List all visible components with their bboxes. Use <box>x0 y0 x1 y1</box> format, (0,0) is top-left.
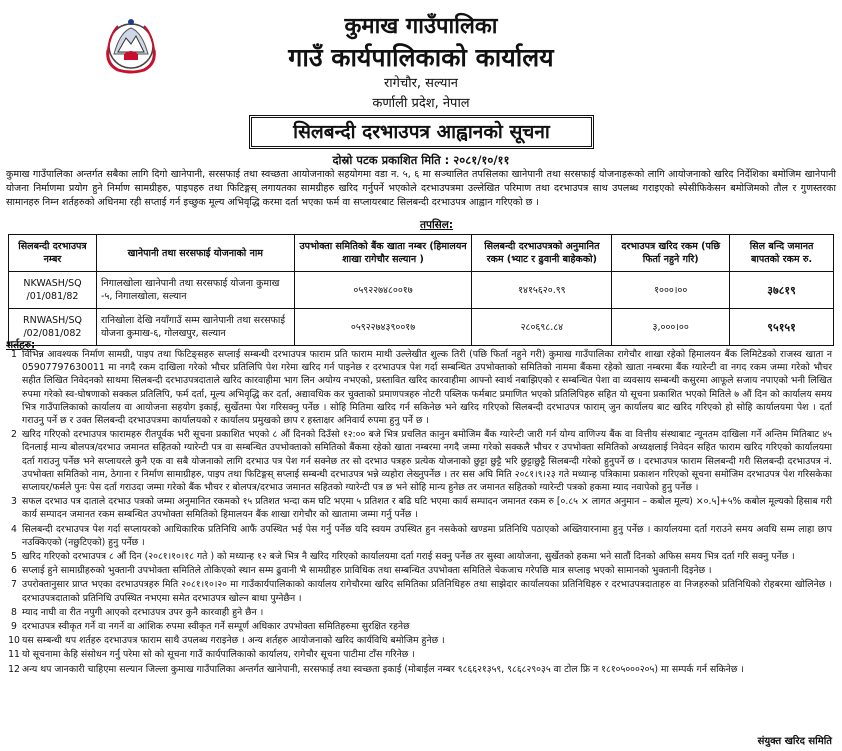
form-fee: ३,०००।०० <box>612 309 730 346</box>
condition-text: खरिद गरिएको दरभाउपत्र ८ औं दिन (२०८१।१०।१८ गते ) को मध्यान्ह १२ बजे भित्र नै खरिद गरिएको कार्यालयमा दर्ता गराई सक्नु पर्नेछ तर सुस्वा आयोजना, सुर्खेतको हकमा भने सातौं दिनको अफिस समय भित्र दर्ता गरि सक्नु पर्नेछ । <box>22 551 795 563</box>
form-fee: १०००।०० <box>612 272 730 309</box>
condition-number: 11 <box>8 649 20 661</box>
condition-text: अन्य थप जानकारी चाहिएमा सल्यान जिल्ला कुमाख गाउँपालिका अन्तर्गत खानेपानी, सरसफाई तथा स्वच्छता इकाई (मोबाईल नम्बर ९८६६२१३५९, ९८६८२९०३५ वा टोल फ्रि न १८१०५०००२०५) मा सम्पर्क गर्न सकिनेछ । <box>22 663 744 675</box>
project-name: रानिखोला देखि नयाँगाउँ सम्म खानेपानी तथा सरसफाई योजना कुमाख-६, गोलखपुर, सल्यान <box>96 309 294 346</box>
tender-number: NKWASH/SQ /01/081/82 <box>9 272 97 309</box>
tender-number: RNWASH/SQ /02/081/082 <box>9 309 97 346</box>
condition-text: सिलबन्दी दरभाउपत्र पेश गर्दा सप्लायरको आधिकारिक प्रतिनिधि आफैं उपस्थित भई पेस गर्नु पर्नेछ यदि स्वयम उपस्थित हुन नसकेको खण्डमा प्रतिनिधि पठाएको अख्तियारनामा हुनु पर्नेछ । कार्यालयमा दर्ता गराउने समय अवधि सम्म लाहा छाप नउक्किएको (नछुटिएको) हुनु पर्नेछ । <box>22 523 832 548</box>
condition-text: यस सम्बन्धी थप शर्तहरु दरभाउपत्र फाराम साथै उपलब्ध गराइनेछ । अन्य शर्तहरु आयोजनाको खरिद कार्यविधि बमोजिम हुनेछ । <box>22 635 445 647</box>
condition-item <box>6 663 832 676</box>
condition-number: 3 <box>11 496 17 508</box>
condition-text: सप्लाई हुने सामाग्रीहरुको भुक्तानी उपभोक्ता समितिले तोकिएको स्थान सम्म ढुवानी भै सामग्रीहरु प्राविधिक तथा सम्बन्धित उपभोक्ता समितिले चेकजाच गरेपछि मात्र सप्लाइ भएको सामानको भुक्तानी दिइनेछ । <box>22 565 712 577</box>
condition-item <box>6 348 832 427</box>
condition-number: 5 <box>11 551 17 563</box>
condition-number: 2 <box>11 429 17 441</box>
office-address: रागेचौर, सल्यान <box>383 76 459 91</box>
condition-item <box>6 634 832 647</box>
condition-item <box>6 428 832 494</box>
condition-text: म्याद नाघी वा रीत नपुगी आएको दरभाउपत्र उपर कुनै कारवाही हुने छैन । <box>22 606 264 618</box>
column-header: सिल बन्दि जमानत बापतको रकम रु. <box>730 235 834 272</box>
office-name: गाउँ कार्यपालिकाको कार्यालय <box>288 43 554 72</box>
publication-date: दोस्रो पटक प्रकाशित मिति : २०८१/१०/११ <box>332 153 510 167</box>
condition-number: 6 <box>11 565 17 577</box>
notice-title: सिलबन्दी दरभाउपत्र आह्वानको सूचना <box>249 115 594 149</box>
condition-text: सफल दरभाउ पत्र दाताले दरभाउ पत्रको जम्मा अनुमानित रकमको १५ प्रतिशत भन्दा कम घटि भएमा ५ प्रतिशत र बढि घटि भएमा कार्य सम्पादन जमानत रकम रु [०.८५ × लागत अनुमान – कबोल मूल्य) ×०.५]+५% कबोल मूल्यको हिसाब गरी कार्य सम्पादन जमानत रकम सम्बन्धित उपभोक्ता समितिको हिमालयन बैंक शाखा रागेचौर को खातामा जम्मा गर्नु पर्नेछ । <box>22 496 832 521</box>
conditions-title: शर्तहरु: <box>6 339 36 351</box>
condition-item <box>6 648 832 661</box>
condition-text: विभिन्न आवश्यक निर्माण सामग्री, पाइप तथा फिटिङ्सहरु सप्लाई सम्बन्धी दरभाउपत्र फाराम प्रति फाराम माथी उल्लेखीत शुल्क तिरी (पछि फिर्ता नहुने गरी) कुमाख गाउँपालिका रागेचौर शाखा रहेको हिमालयन बैंक लिमिटेडको राजस्व खाता न 05907797630011 मा नगदै रकम दाखिला गरेको भौचर प्रतिलिपि पेश गरेमा खरिद गर्न पाइनेछ र दरभाउपत्र पेश गर्दा सम्बन्धित उपभोक्ताको समितिको नाममा बैंकमा रहेको खाता नम्बरमा बैंक ग्यारेन्टी वा नगद रकम जम्मा गरेको भौचर सहीत लिखित निवेदनको साथमा सिलबन्दी दरभाउपत्रदाताले खरिद कारवाहीमा भाग लिन अयोग्य नभएको, प्रस्तावित खरिद कारवाहीमा आफ्नो स्वार्थ नबाझिएको र सम्बन्धित पेशा वा व्यवसाय सम्बन्धी कसुरमा आफूले सजाय नपाएको भनी लिखित रुपमा गरेको स्व-घोषणाको सक्कल प्रतिलिपि, फर्म दर्ता, मूल्य अभिवृद्धि कर दर्ता, अद्यावधिक कर चुक्ताको प्रमाणपत्रहरु नोटरी पब्लिक फर्मबाट प्रमाणित भएको प्रतिलिपिहरु सहित यो सूचना प्रकाशित भएको मितिले ७ औं दिन को कार्यालय समय भित्र गाउँपालिकाको कार्यालय वा आयोजना सहयोग इकाई, सुर्खेतमा पेश गरिसक्नु पर्नेछ । सोहि मितिमा खरिद गर्न सकिनेछ भने खरिद गरिएको सिलबन्दी दरभाउपत्र फाराम् जुन कार्यालय बाट खरिद गरिएको हो सोहि कार्यालयमा पेश । दर्ता गराउनु पर्ने छ र उक्त सिलबन्दी दरभाउपत्रमा कार्यालयको र कार्यालय प्रमुखको छाप र हस्ताक्षर अनिवार्य रुपमा हुनु पर्ने छ । <box>22 349 832 427</box>
condition-item <box>6 550 832 563</box>
column-header: सिलबन्दी दरभाउपत्र नम्बर <box>9 235 97 272</box>
column-header: उपभोक्ता समितिको बैंक खाता नम्बर (हिमालयन शाखा रागेचौर सल्यान ) <box>294 235 472 272</box>
condition-text: उपरोक्तानुसार प्राप्त भएका दरभाउपत्रहरु मिति २०८१।१०।२० मा गाउँकार्यपालिकाको कार्यालय रागेचौरमा खरिद समितिका प्रतिनिधिहरु तथा साझेदार कार्यालयका प्रतिनिधिहरु र दरभाउपत्रदाताहरु वा निजहरुको प्रतिनिधिको रोहबरमा खोलिनेछ । दरभाउपत्रदाताको प्रतिनिधि उपस्थित नभएमा समेत दरभाउपत्र खोल्न बाधा पुग्नेछैन । <box>22 579 832 604</box>
condition-item <box>6 564 832 577</box>
condition-item <box>6 523 832 549</box>
condition-number: 8 <box>11 606 17 618</box>
condition-item <box>6 578 832 604</box>
condition-item <box>6 495 832 521</box>
security-deposit: ३७८१९ <box>730 272 834 309</box>
signature-committee: संयुक्त खरिद समिति <box>757 736 832 747</box>
condition-number: 4 <box>11 523 17 535</box>
intro-paragraph: कुमाख गाउँपालिका अन्तर्गत सबैका लागि दिगो खानेपानी, सरसफाई तथा स्वच्छता आयोजनाको सहयोगमा वडा न. ५, ६ मा सञ्चालित तपसिलका खानेपानी तथा सरसफाई योजनाहरूको लागि आयोजनाको खरिद निर्देशिका बमोजिम खानेपानी योजना निर्माणमा प्रयोग हुने निर्माण सामग्रीहरु, पाइपहरु तथा फिटिङ्गस् लगायतका सामग्रीहरु खरिद गर्नुपर्ने भएकोले दरभाउपत्रमा उल्लेखित परिमाण तथा दरभाउपत्र साथ उपलब्ध गराइएको स्पेसीफिकेसन बमोजिमको तौल र गुणस्तरका सामानहरु निम्न शर्तहरुको अधिनमा रही सप्ताई गर्न इच्छुक मूल्य अभिवृद्धि करमा दर्ता भएका फर्म वा सप्लायरबाट सिलबन्दी दरभाउपत्र आह्वान गरिएको छ । <box>6 169 836 208</box>
condition-text: दरभाउपत्र स्वीकृत गर्ने वा नगर्ने वा आंशिक रुपमा स्वीकृत गर्ने सम्पूर्ण अधिकार उपभोक्ता समितिहरुमा सुरक्षित रहनेछ <box>22 621 410 633</box>
security-deposit: ९५१५१ <box>730 309 834 346</box>
table-row <box>9 309 834 346</box>
bank-account: ०५९२२७४३९००१७ <box>294 309 472 346</box>
condition-item <box>6 620 832 633</box>
table-title: तपसिल: <box>420 219 454 231</box>
tender-table <box>8 234 834 346</box>
bank-account: ०५९२२७४८००१७ <box>294 272 472 309</box>
conditions-list <box>6 348 832 677</box>
condition-number: 10 <box>8 635 20 647</box>
province-name: कर्णाली प्रदेश, नेपाल <box>372 96 470 111</box>
municipality-name: कुमाख गाउँपालिका <box>344 14 498 39</box>
estimated-amount: २८०६९८.८४ <box>472 309 612 346</box>
estimated-amount: १४१५६२०.९९ <box>472 272 612 309</box>
condition-item <box>6 606 832 619</box>
column-header: दरभाउपत्र खरिद रकम (पछि फिर्ता नहुने गरि) <box>612 235 730 272</box>
condition-number: 7 <box>11 579 17 591</box>
project-name: निगालखोला खानेपानी तथा सरसफाई योजना कुमाख -५, निगालखोला, सल्यान <box>96 272 294 309</box>
condition-text: खरिद गरिएको दरभाउपत्र फारामहरु रीतपूर्वक भरी सूचना प्रकाशित भएको ८ औं दिनको दिउँसो १२:०० बजे भित्र प्रचलित कानुन बमोजिम बैंक ग्यारेन्टी जारी गर्न योग्य वाणिज्य बैंक वा वित्तीय संस्थाबाट न्यूनतम दाखिला गर्ने अन्तिम मितिबाट ४५ दिनलाई मान्य बोलपत्र/दरभाउ जमानत सहितको ग्यारेन्टी पत्र वा सम्बन्धित उपभोक्ताको समितिको बैंकमा रहेको खाता नम्बरमा नगदै जम्मा गरेको सक्कलै भौचर र उपभोक्ता समितिको अध्यक्षलाई निवेदन सहित फाराम खरिद गरिएको कार्यालयमा दर्ता गराउनु पर्नेछ भने सप्लायरले कुनै एक वा सबै योजनाको लागि दरभाउ पत्र पेश गर्न सक्नेछ तर सो दरभाउ पत्रहरु प्रत्येक योजनाको छुट्टा छुट्टै भरि छुट्टाछुट्टै सिलबन्दी गरेको हुनुपर्ने छ । दरभाउपत्र फाराम सिलबन्दी गरी सिलबन्दी दरभाउपत्र नं. उपभोक्ता समितिको नाम, ठेगाना र निर्माण सामाग्रीहरु, पाइप तथा फिटिङ्गस् सप्लाई सम्बन्धी दरभाउपत्र भन्ने व्यहोरा लेख्नुपर्नेछ । तर सस अघि मिति २०८१।९।२३ गते मध्यान्ह पत्रिकामा प्रकाशन गरिएको सूचना समोजिम दरभाउपत्र पेश गरिसकेका सप्लायर/फर्मले पुनः पेस दर्ता गराउदा जम्मा गरेको बैंक भौचर र बोलपत्र/दरभाउ जमानत सहितको ग्यारेन्टी पत्र छ भने सोहि मान्य हुनेछ तर जमानत सहितको ग्यारेन्टी पत्रको हकमा म्याद नवापेको हुनु पर्नेछ । <box>22 429 832 494</box>
column-header: सिलबन्दी दरभाउपत्रको अनुमानित रकम (भ्याट र ढुवानी बाहेकको) <box>472 235 612 272</box>
column-header: खानेपानी तथा सरसफाई योजनाको नाम <box>96 235 294 272</box>
condition-number: 12 <box>8 663 20 675</box>
condition-number: 1 <box>11 349 17 360</box>
table-header-row <box>9 235 834 272</box>
condition-number: 9 <box>11 621 17 633</box>
table-row <box>9 272 834 309</box>
condition-text: यो सूचनामा केहि संसोधन गर्नु परेमा सो को सूचना गाउँ कार्यपालिकाको कार्यालय, रागेचौर सूचना पाटीमा टाँस गरिनेछ । <box>22 649 415 661</box>
